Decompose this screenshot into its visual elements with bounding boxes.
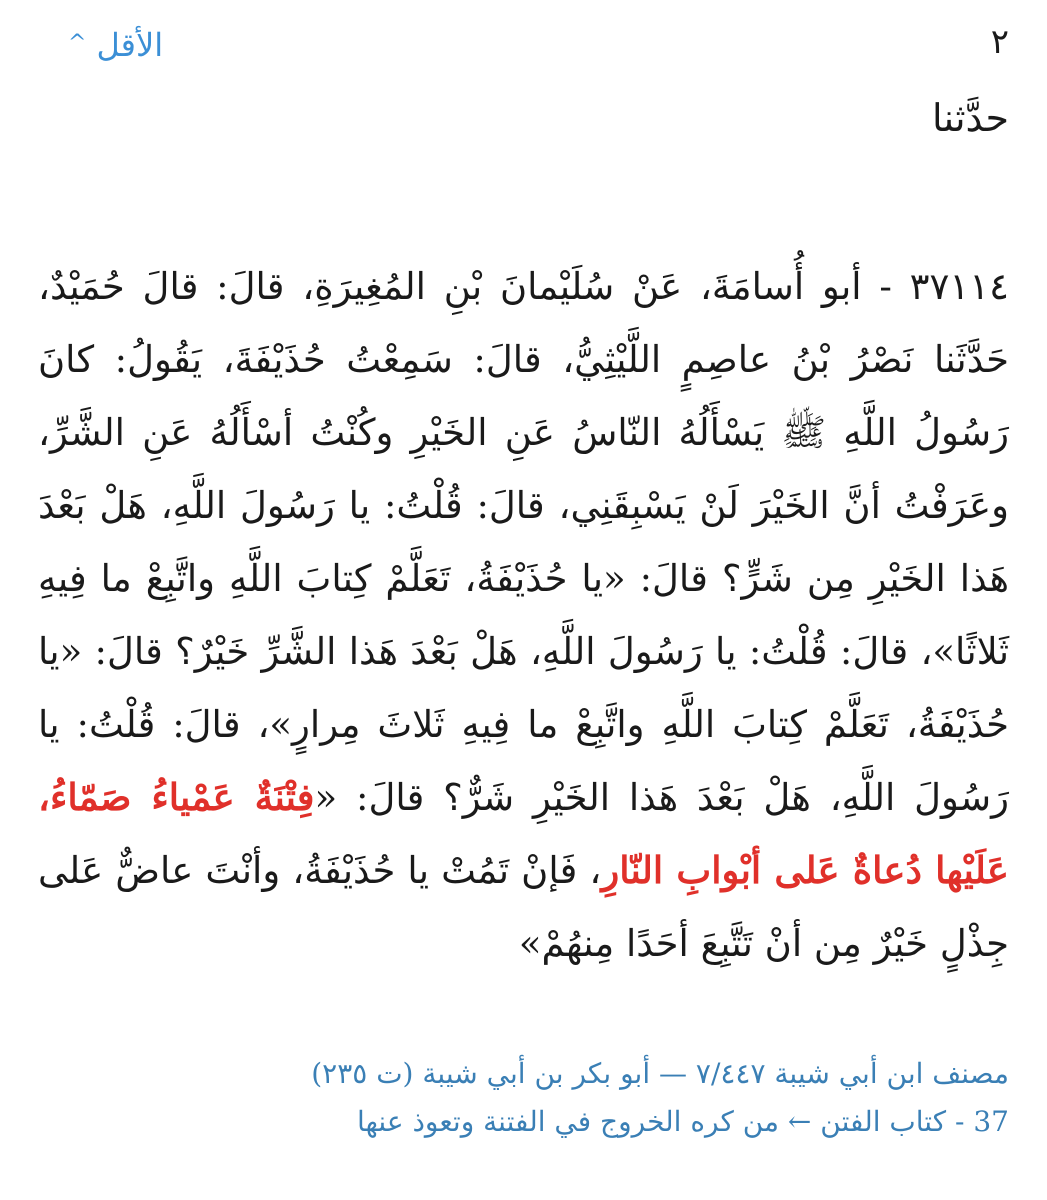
hadith-text [38,250,1009,980]
hadith-part-2: ، فَإنْ تَمُتْ يا حُذَيْفَةُ، وأنْتَ عاضٌّ عَلى جِذْلٍ خَيْرٌ مِن أنْ تَتَّبِعَ أحَدًا مِنهُمْ» [38,849,1009,965]
show-less-label: الأقل [96,26,164,64]
hadith-highlight: فِتْنَةٌ عَمْياءُ صَمّاءُ، عَلَيْها دُعاةٌ عَلى أبْوابِ النّارِ [38,775,1010,892]
lead-text: حدَّثنا [931,96,1009,140]
source-chapter-line[interactable]: 37 - كتاب الفتن ← من كره الخروج في الفتنة وتعوذ عنها [356,1105,1009,1138]
source-reference[interactable] [38,1050,1009,1146]
hadith-part-1: ٣٧١١٤ - أبو أُسامَةَ، عَنْ سُلَيْمانَ بْنِ المُغِيرَةِ، قالَ: قالَ حُمَيْدٌ، حَدَّثَنا نَصْرُ بْنُ عاصِمٍ اللَّيْثِيُّ، قالَ: سَمِعْتُ حُذَيْفَةَ، يَقُولُ: كانَ رَسُولُ اللَّهِ ﷺ يَسْأَلُهُ النّاسُ عَنِ الخَيْرِ وكُنْتُ أسْأَلُهُ عَنِ الشَّرِّ، وعَرَفْتُ أنَّ الخَيْرَ لَنْ يَسْبِقَنِي، قالَ: قُلْتُ: يا رَسُولَ اللَّهِ، هَلْ بَعْدَ هَذا الخَيْرِ مِن شَرٍّ؟ قالَ: «يا حُذَيْفَةُ، تَعَلَّمْ كِتابَ اللَّهِ واتَّبِعْ ما فِيهِ ثَلاثًا»، قالَ: قُلْتُ: يا رَسُولَ اللَّهِ، هَلْ بَعْدَ هَذا الشَّرِّ خَيْرٌ؟ قالَ: «يا حُذَيْفَةُ، تَعَلَّمْ كِتابَ اللَّهِ واتَّبِعْ ما فِيهِ ثَلاثَ مِرارٍ»، قالَ: قُلْتُ: يا رَسُولَ اللَّهِ، هَلْ بَعْدَ هَذا الخَيْرِ شَرٌّ؟ قالَ: « [38,265,1009,819]
top-bar [38,22,1009,78]
result-number: ٢ [990,22,1009,62]
chevron-up-icon: ^ [68,30,87,56]
show-less-link[interactable] [68,26,163,64]
source-book-line[interactable]: مصنف ابن أبي شيبة ٧/٤٤٧ — أبو بكر بن أبي شيبة (ت ٢٣٥) [311,1057,1009,1090]
